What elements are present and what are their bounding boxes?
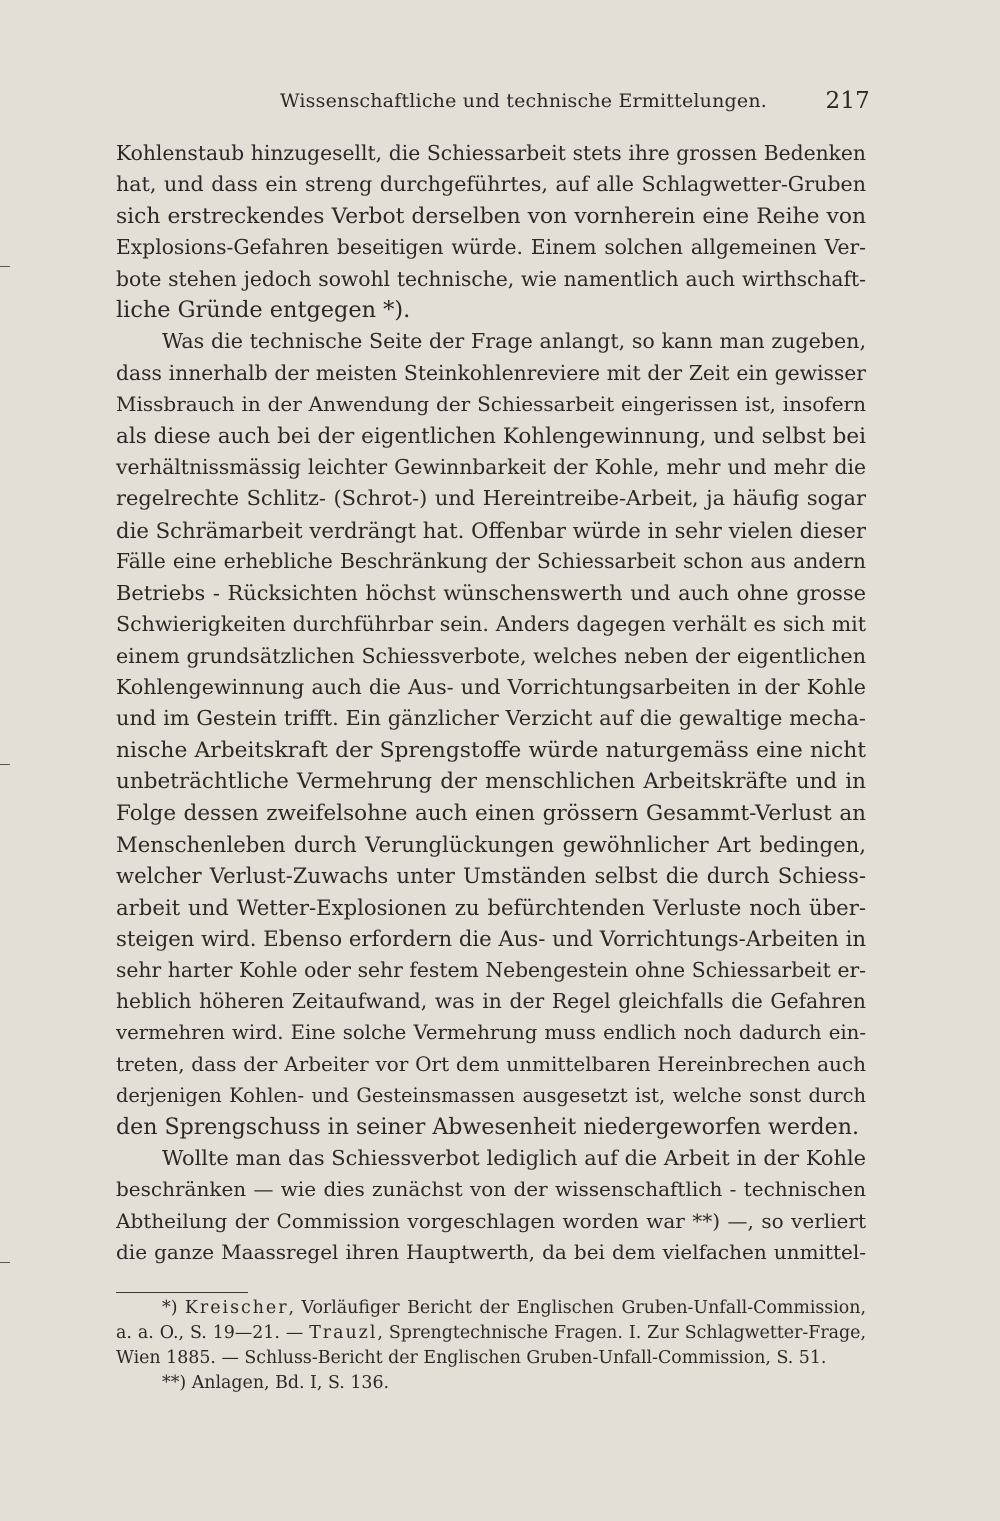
text-line: die Schrämarbeit verdrängt hat. Offenbar würde in sehr vielen dieser [116,517,866,543]
footnote-text: , Sprengtechnische Fragen. I. Zur Schlagwetter-Frage, [377,1323,866,1343]
text-line: derjenigen Kohlen- und Gesteinsmassen ausgesetzt ist, welche sonst durch [116,1084,866,1108]
footnotes [116,1296,866,1396]
footnote-author: Kreischer [184,1298,289,1318]
margin-mark [0,266,10,267]
page-number: 217 [825,88,870,114]
body-text [116,138,866,1269]
text-line: Betriebs - Rücksichten höchst wünschenswerth und auch ohne grosse [116,580,866,605]
footnote-line: Wien 1885. — Schluss-Bericht der Englischen Gruben-Unfall-Commission, S. 51. [116,1348,827,1368]
text-line: Explosions-Gefahren beseitigen würde. Einem solchen allgemeinen Ver- [116,235,866,260]
text-line: dass innerhalb der meisten Steinkohlenreviere mit der Zeit ein gewisser [116,360,866,385]
text-line: Kohlengewinnung auch die Aus- und Vorrichtungsarbeiten in der Kohle [116,674,866,699]
text-line: vermehren wird. Eine solche Vermehrung muss endlich noch dadurch ein- [116,1021,866,1045]
margin-mark [0,764,10,765]
text-line: Wollte man das Schiessverbot lediglich auf die Arbeit in der Kohle [162,1146,866,1170]
text-line: Kohlenstaub hinzugesellt, die Schiessarbeit stets ihre grossen Bedenken [116,141,866,165]
footnote-text: , Vorläufiger Bericht der Englischen Gruben-Unfall-Commission, [288,1298,866,1318]
footnote-marker: *) [162,1298,178,1318]
footnote-author: Trauzl [309,1323,378,1343]
text-line: nische Arbeitskraft der Sprengstoffe würde naturgemäss eine nicht [116,737,866,763]
text-line: welcher Verlust-Zuwachs unter Umständen selbst die durch Schiess- [116,863,866,889]
text-line: unbeträchtliche Vermehrung der menschlichen Arbeitskräfte und in [116,769,866,795]
text-line: einem grundsätzlichen Schiessverbote, welches neben der eigentlichen [116,643,866,668]
text-line: den Sprengschuss in seiner Abwesenheit niedergeworfen werden. [116,1113,859,1140]
text-line: sehr harter Kohle oder sehr festem Nebengestein ohne Schiessarbeit er- [116,957,866,982]
footnote-line: **) Anlagen, Bd. I, S. 136. [162,1373,390,1393]
text-line: die ganze Maassregel ihren Hauptwerth, da bei dem vielfachen unmittel- [116,1240,866,1265]
text-line: treten, dass der Arbeiter vor Ort dem unmittelbaren Hereinbrechen auch [116,1051,866,1076]
text-line: Fälle eine erhebliche Beschränkung der Schiessarbeit schon aus andern [116,549,866,574]
footnote-text: a. a. O., S. 19—21. — [116,1323,310,1343]
margin-mark [0,1262,10,1263]
running-title: Wissenschaftliche und technische Ermittelungen. [280,90,768,112]
text-line: liche Gründe entgegen *). [116,297,411,324]
text-line: sich erstreckendes Verbot derselben von vornherein eine Reihe von [116,203,866,229]
text-line: Menschenleben durch Verunglückungen gewöhnlicher Art bedingen, [116,831,866,857]
text-line: steigen wird. Ebenso erfordern die Aus- und Vorrichtungs-Arbeiten in [116,926,866,952]
text-line: Missbrauch in der Anwendung der Schiessarbeit eingerissen ist, insofern [116,392,866,417]
text-line: verhältnissmässig leichter Gewinnbarkeit der Kohle, mehr und mehr die [116,455,866,480]
text-line: Was die technische Seite der Frage anlangt, so kann man zugeben, [162,329,866,354]
footnote-line [116,1296,866,1321]
text-line: hat, und dass ein streng durchgeführtes, auf alle Schlagwetter-Gruben [116,172,866,197]
text-line: bote stehen jedoch sowohl technische, wie namentlich auch wirthschaft- [116,266,866,291]
text-line: als diese auch bei der eigentlichen Kohlengewinnung, und selbst bei [116,423,866,449]
footnote-line [116,1321,866,1346]
text-line: Schwierigkeiten durchführbar sein. Anders dagegen verhält es sich mit [116,612,866,637]
text-line: regelrechte Schlitz- (Schrot-) und Hereintreibe-Arbeit, ja häufig sogar [116,486,866,511]
text-line: und im Gestein trifft. Ein gänzlicher Verzicht auf die gewaltige mecha- [116,706,866,731]
text-line: beschränken — wie dies zunächst von der wissenschaftlich - technischen [116,1177,866,1202]
text-line: Abtheilung der Commission vorgeschlagen worden war **) —, so verliert [116,1208,866,1233]
text-line: arbeit und Wetter-Explosionen zu befürchtenden Verluste noch über- [116,894,866,920]
text-line: Folge dessen zweifelsohne auch einen grössern Gesammt-Verlust an [116,800,866,826]
text-line: heblich höheren Zeitaufwand, was in der Regel gleichfalls die Gefahren [116,988,866,1013]
footnote-separator [116,1292,248,1293]
